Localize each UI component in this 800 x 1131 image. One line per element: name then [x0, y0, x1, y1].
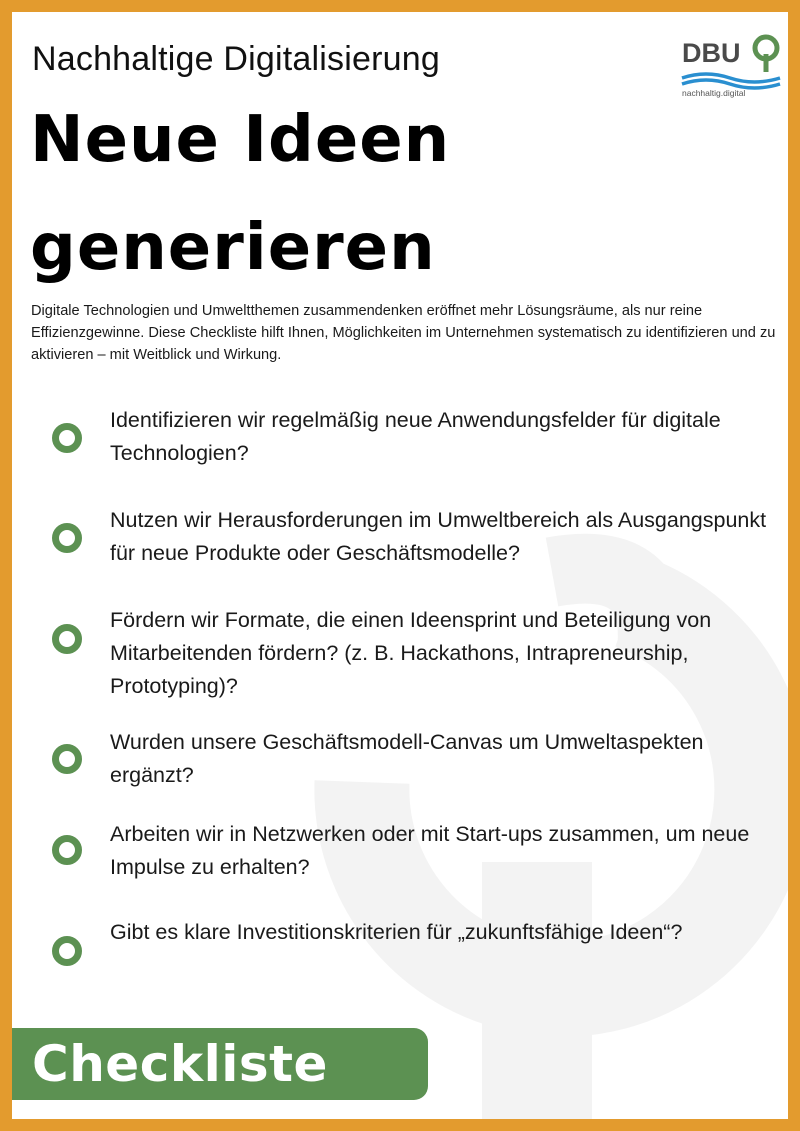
checklist-item-text: Nutzen wir Herausforderungen im Umweltbereich als Ausgangspunkt für neue Produkte oder Geschäftsmodelle? [110, 508, 767, 565]
intro-text: Digitale Technologien und Umweltthemen zusammendenken eröffnet mehr Lösungsräume, als nur reine Effizienzgewinne. Diese Checkliste hilft Ihnen, Möglichkeiten im Unternehmen systematisch zu identifizieren und zu aktivieren – mit Weitblick und Wirkung. [31, 303, 776, 363]
checkbox-ring-icon[interactable] [52, 936, 82, 966]
checklist-item-text: Gibt es klare Investitionskriterien für „zukunftsfähige Ideen“? [110, 920, 683, 944]
checkbox-ring-icon[interactable] [52, 835, 82, 865]
checkbox-ring-icon[interactable] [52, 423, 82, 453]
page-subtitle: Nachhaltige Digitalisierung [32, 40, 440, 78]
checkbox-ring-icon[interactable] [52, 624, 82, 654]
checklist-item-text: Wurden unsere Geschäftsmodell-Canvas um Umweltaspekten ergänzt? [110, 730, 704, 787]
logo-tagline: nachhaltig.digital [682, 88, 746, 98]
logo-wordmark: DBU [682, 38, 741, 68]
checklist-item-text: Fördern wir Formate, die einen Ideensprint und Beteiligung von Mitarbeitenden fördern? (z. B. Hackathons, Intrapreneurship, Prototyping)? [110, 608, 712, 698]
checkliste-banner [12, 1028, 428, 1100]
checkbox-ring-icon[interactable] [52, 744, 82, 774]
checklist-page [12, 12, 788, 1119]
checkbox-ring-icon[interactable] [52, 523, 82, 553]
page-title: Neue Ideen generieren [30, 103, 451, 285]
banner-label: Checkliste [32, 1035, 328, 1093]
checklist [12, 12, 788, 1119]
checklist-item-text: Arbeiten wir in Netzwerken oder mit Start-ups zusammen, um neue Impulse zu erhalten? [110, 822, 750, 879]
checklist-item-text: Identifizieren wir regelmäßig neue Anwendungsfelder für digitale Technologien? [110, 408, 721, 465]
